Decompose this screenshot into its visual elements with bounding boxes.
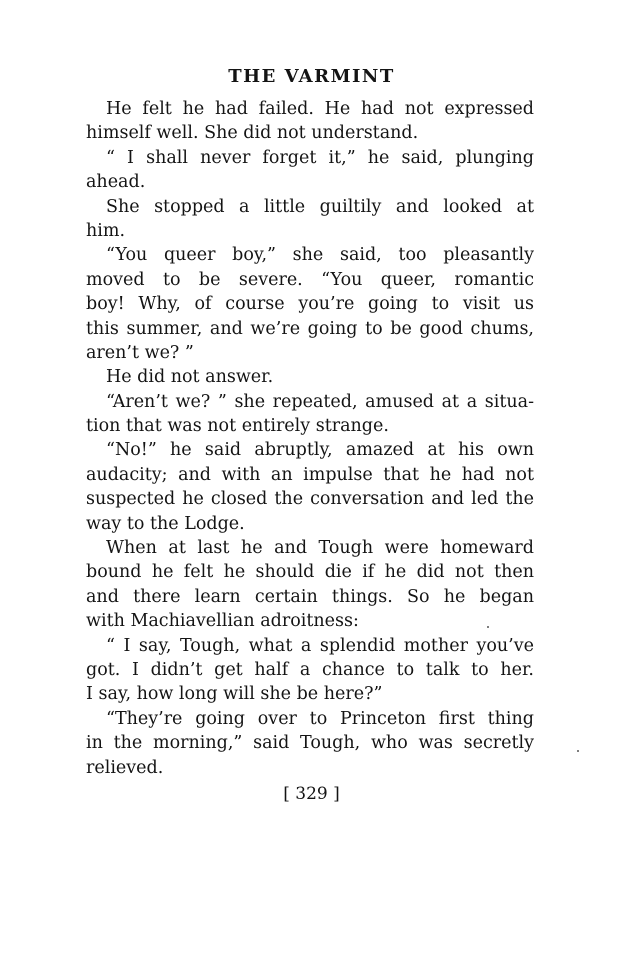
text-line: suspected he closed the conversation and led the [86, 489, 534, 510]
text-line: bound he felt he should die if he did not then [86, 562, 534, 583]
text-line: “ I say, Tough, what a splendid mother you’ve [106, 635, 534, 656]
text-line: boy! Why, of course you’re going to visit us [86, 294, 534, 315]
text-line: “No!” he said abruptly, amazed at his own [106, 440, 534, 461]
text-line: When at last he and Tough were homeward [106, 538, 534, 559]
text-line: way to the Lodge. [86, 513, 245, 534]
body-text [86, 97, 534, 780]
text-line: “ I shall never forget it,” he said, plunging [106, 147, 534, 168]
text-line: audacity; and with an impulse that he had not [86, 464, 534, 485]
text-line: this summer, and we’re going to be good chums, [86, 318, 534, 339]
text-line: She stopped a little guiltily and looked at [106, 196, 534, 217]
text-line: in the morning,” said Tough, who was secretly [86, 733, 534, 754]
text-line: “Aren’t we? ” she repeated, amused at a situa- [106, 391, 534, 412]
text-line: tion that was not entirely strange. [86, 416, 389, 437]
text-line: “They’re going over to Princeton first thing [106, 708, 534, 729]
text-line: ahead. [86, 172, 146, 193]
text-line: got. I didn’t get half a chance to talk to her. [86, 659, 534, 680]
text-line: him. [86, 220, 126, 241]
text-line: I say, how long will she be here?” [86, 684, 383, 705]
text-line: aren’t we? ” [86, 342, 194, 363]
text-line: “You queer boy,” she said, too pleasantly [106, 245, 534, 266]
text-line: He felt he had failed. He had not expressed [106, 99, 534, 119]
page-number: [ 329 ] [283, 784, 340, 804]
running-head: THE VARMINT [228, 66, 395, 87]
text-line: with Machiavellian adroitness: [86, 611, 359, 632]
text-line: himself well. She did not understand. [86, 123, 419, 144]
print-speck [487, 626, 489, 628]
text-line: and there learn certain things. So he began [86, 586, 534, 607]
text-line: He did not answer. [106, 367, 274, 388]
text-line: moved to be severe. “You queer, romantic [86, 269, 534, 290]
text-line: relieved. [86, 757, 164, 778]
print-speck [577, 750, 579, 752]
